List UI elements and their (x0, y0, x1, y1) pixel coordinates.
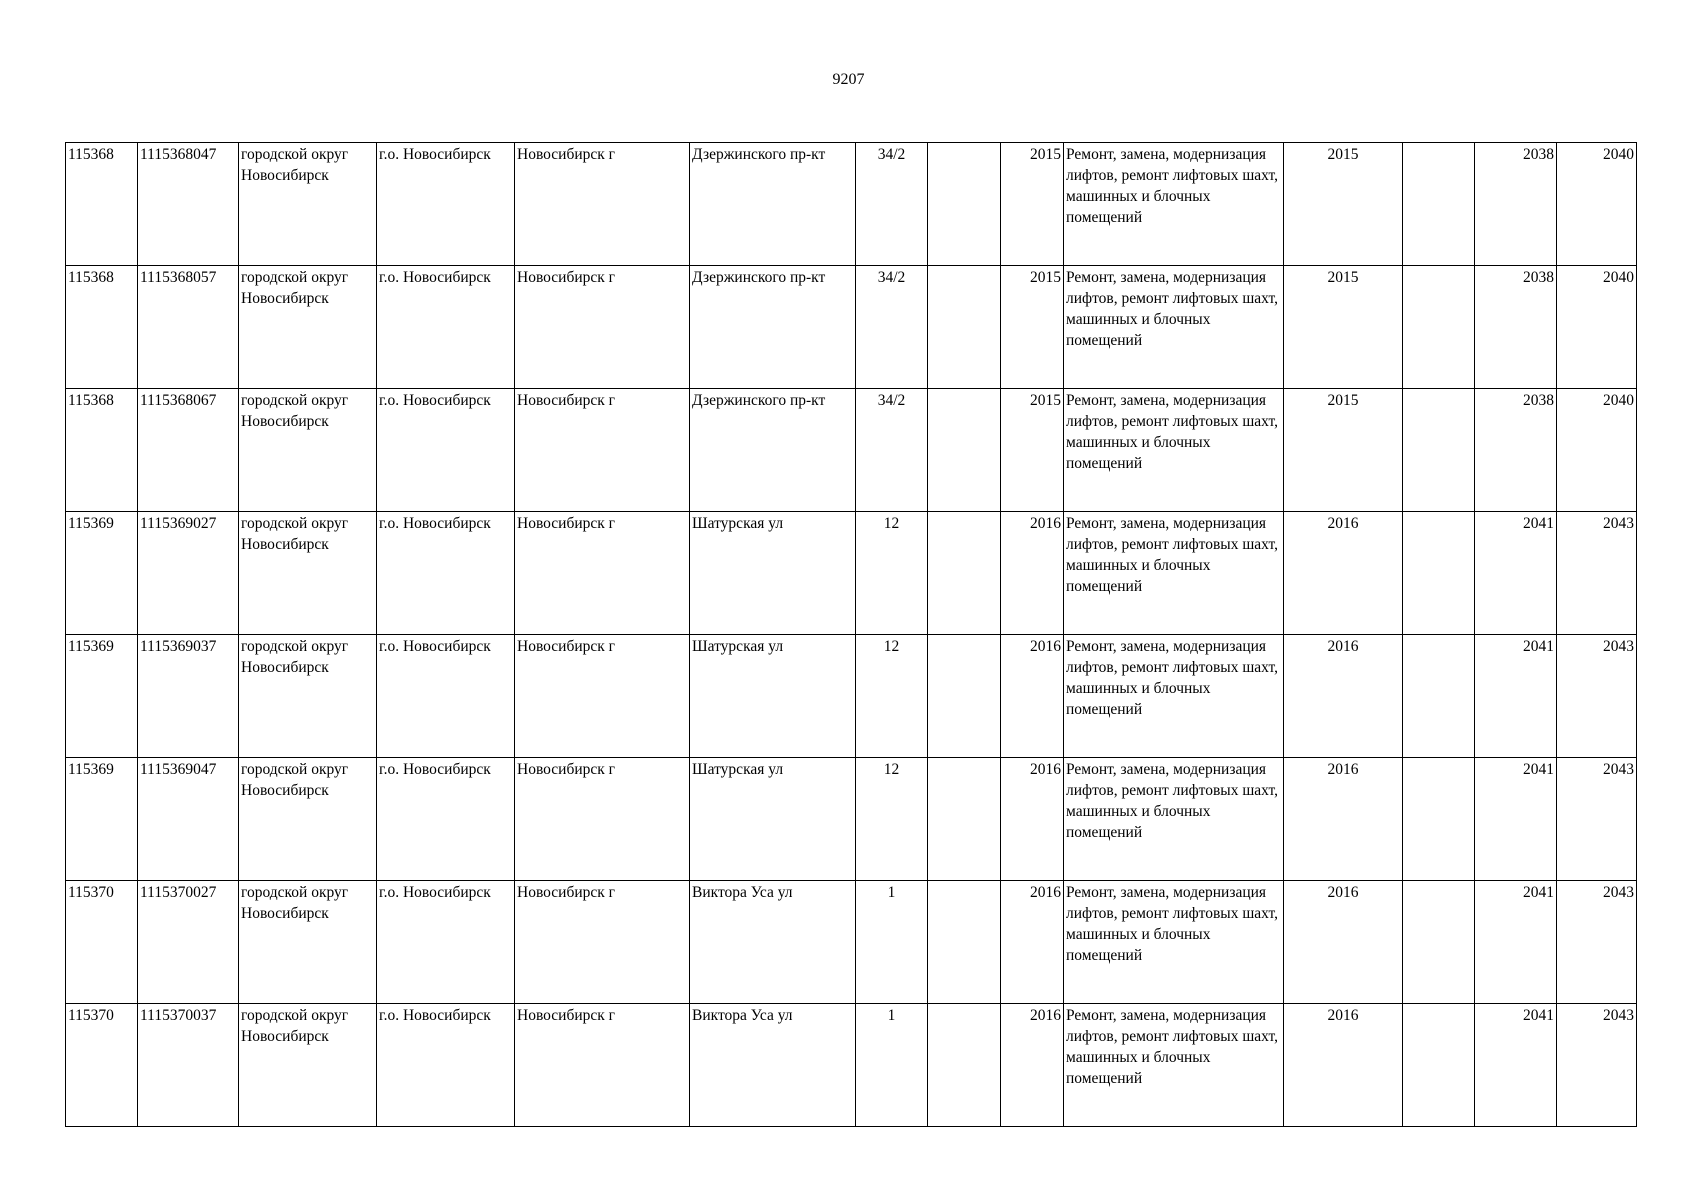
work-type-cell: Ремонт, замена, модернизация лифтов, ремонт лифтовых шахт, машинных и блочных помещений (1064, 143, 1284, 266)
house-id-cell: 115369 (66, 635, 138, 758)
work-year-cell: 2016 (1284, 512, 1403, 635)
work-year-cell: 2016 (1284, 1004, 1403, 1127)
municipality-cell: городской округ Новосибирск (239, 1004, 377, 1127)
table-row (66, 1004, 1637, 1127)
empty-cell-2 (1403, 635, 1475, 758)
district-cell: г.о. Новосибирск (377, 1004, 515, 1127)
work-year-cell: 2016 (1284, 758, 1403, 881)
district-cell: г.о. Новосибирск (377, 266, 515, 389)
record-id-cell: 1115370037 (138, 1004, 239, 1127)
municipality-cell: городской округ Новосибирск (239, 389, 377, 512)
house-id-cell: 115370 (66, 1004, 138, 1127)
house-id-cell: 115368 (66, 266, 138, 389)
record-id-cell: 1115368067 (138, 389, 239, 512)
settlement-cell: Новосибирск г (515, 143, 690, 266)
municipality-cell: городской округ Новосибирск (239, 881, 377, 1004)
settlement-cell: Новосибирск г (515, 881, 690, 1004)
year-cell: 2016 (1001, 512, 1064, 635)
work-type-cell: Ремонт, замена, модернизация лифтов, ремонт лифтовых шахт, машинных и блочных помещений (1064, 635, 1284, 758)
street-cell: Дзержинского пр-кт (690, 389, 856, 512)
street-cell: Шатурская ул (690, 512, 856, 635)
municipality-cell: городской округ Новосибирск (239, 143, 377, 266)
work-year-cell: 2015 (1284, 143, 1403, 266)
settlement-cell: Новосибирск г (515, 758, 690, 881)
empty-cell (928, 512, 1001, 635)
house-number-cell: 34/2 (856, 143, 928, 266)
empty-cell (928, 758, 1001, 881)
period-start-cell: 2041 (1475, 512, 1557, 635)
work-type-cell: Ремонт, замена, модернизация лифтов, ремонт лифтовых шахт, машинных и блочных помещений (1064, 266, 1284, 389)
period-end-cell: 2040 (1557, 389, 1637, 512)
period-start-cell: 2041 (1475, 635, 1557, 758)
house-id-cell: 115369 (66, 512, 138, 635)
empty-cell (928, 266, 1001, 389)
table-row (66, 758, 1637, 881)
year-cell: 2015 (1001, 389, 1064, 512)
house-number-cell: 12 (856, 635, 928, 758)
empty-cell (928, 389, 1001, 512)
period-start-cell: 2041 (1475, 1004, 1557, 1127)
house-id-cell: 115368 (66, 143, 138, 266)
municipality-cell: городской округ Новосибирск (239, 512, 377, 635)
district-cell: г.о. Новосибирск (377, 881, 515, 1004)
house-number-cell: 12 (856, 512, 928, 635)
work-year-cell: 2015 (1284, 266, 1403, 389)
house-id-cell: 115369 (66, 758, 138, 881)
period-end-cell: 2040 (1557, 266, 1637, 389)
year-cell: 2015 (1001, 143, 1064, 266)
table-row (66, 389, 1637, 512)
empty-cell-2 (1403, 143, 1475, 266)
settlement-cell: Новосибирск г (515, 512, 690, 635)
record-id-cell: 1115369047 (138, 758, 239, 881)
district-cell: г.о. Новосибирск (377, 143, 515, 266)
house-number-cell: 1 (856, 881, 928, 1004)
period-start-cell: 2041 (1475, 758, 1557, 881)
work-type-cell: Ремонт, замена, модернизация лифтов, ремонт лифтовых шахт, машинных и блочных помещений (1064, 512, 1284, 635)
municipality-cell: городской округ Новосибирск (239, 758, 377, 881)
period-start-cell: 2038 (1475, 389, 1557, 512)
street-cell: Шатурская ул (690, 758, 856, 881)
house-number-cell: 34/2 (856, 266, 928, 389)
district-cell: г.о. Новосибирск (377, 512, 515, 635)
street-cell: Дзержинского пр-кт (690, 143, 856, 266)
work-year-cell: 2015 (1284, 389, 1403, 512)
street-cell: Виктора Уса ул (690, 881, 856, 1004)
empty-cell-2 (1403, 266, 1475, 389)
house-number-cell: 1 (856, 1004, 928, 1127)
work-type-cell: Ремонт, замена, модернизация лифтов, ремонт лифтовых шахт, машинных и блочных помещений (1064, 1004, 1284, 1127)
year-cell: 2016 (1001, 635, 1064, 758)
settlement-cell: Новосибирск г (515, 266, 690, 389)
settlement-cell: Новосибирск г (515, 389, 690, 512)
page-number: 9207 (832, 71, 865, 88)
empty-cell-2 (1403, 389, 1475, 512)
period-start-cell: 2041 (1475, 881, 1557, 1004)
table-body (66, 143, 1637, 1127)
settlement-cell: Новосибирск г (515, 1004, 690, 1127)
street-cell: Дзержинского пр-кт (690, 266, 856, 389)
house-number-cell: 12 (856, 758, 928, 881)
empty-cell (928, 143, 1001, 266)
record-id-cell: 1115368047 (138, 143, 239, 266)
record-id-cell: 1115370027 (138, 881, 239, 1004)
record-id-cell: 1115369037 (138, 635, 239, 758)
repair-schedule-table (65, 142, 1637, 1127)
work-type-cell: Ремонт, замена, модернизация лифтов, ремонт лифтовых шахт, машинных и блочных помещений (1064, 389, 1284, 512)
table-row (66, 512, 1637, 635)
period-start-cell: 2038 (1475, 143, 1557, 266)
period-start-cell: 2038 (1475, 266, 1557, 389)
work-year-cell: 2016 (1284, 881, 1403, 1004)
work-year-cell: 2016 (1284, 635, 1403, 758)
record-id-cell: 1115369027 (138, 512, 239, 635)
table-row (66, 266, 1637, 389)
district-cell: г.о. Новосибирск (377, 758, 515, 881)
street-cell: Шатурская ул (690, 635, 856, 758)
street-cell: Виктора Уса ул (690, 1004, 856, 1127)
empty-cell-2 (1403, 881, 1475, 1004)
settlement-cell: Новосибирск г (515, 635, 690, 758)
district-cell: г.о. Новосибирск (377, 635, 515, 758)
year-cell: 2016 (1001, 758, 1064, 881)
municipality-cell: городской округ Новосибирск (239, 635, 377, 758)
empty-cell-2 (1403, 758, 1475, 881)
table-row (66, 143, 1637, 266)
table-row (66, 635, 1637, 758)
empty-cell (928, 881, 1001, 1004)
work-type-cell: Ремонт, замена, модернизация лифтов, ремонт лифтовых шахт, машинных и блочных помещений (1064, 758, 1284, 881)
empty-cell (928, 635, 1001, 758)
year-cell: 2016 (1001, 881, 1064, 1004)
year-cell: 2016 (1001, 1004, 1064, 1127)
record-id-cell: 1115368057 (138, 266, 239, 389)
municipality-cell: городской округ Новосибирск (239, 266, 377, 389)
table-row (66, 881, 1637, 1004)
house-number-cell: 34/2 (856, 389, 928, 512)
empty-cell-2 (1403, 512, 1475, 635)
year-cell: 2015 (1001, 266, 1064, 389)
empty-cell-2 (1403, 1004, 1475, 1127)
period-end-cell: 2043 (1557, 512, 1637, 635)
empty-cell (928, 1004, 1001, 1127)
district-cell: г.о. Новосибирск (377, 389, 515, 512)
period-end-cell: 2043 (1557, 1004, 1637, 1127)
period-end-cell: 2043 (1557, 881, 1637, 1004)
period-end-cell: 2043 (1557, 635, 1637, 758)
work-type-cell: Ремонт, замена, модернизация лифтов, ремонт лифтовых шахт, машинных и блочных помещений (1064, 881, 1284, 1004)
house-id-cell: 115368 (66, 389, 138, 512)
period-end-cell: 2040 (1557, 143, 1637, 266)
period-end-cell: 2043 (1557, 758, 1637, 881)
house-id-cell: 115370 (66, 881, 138, 1004)
